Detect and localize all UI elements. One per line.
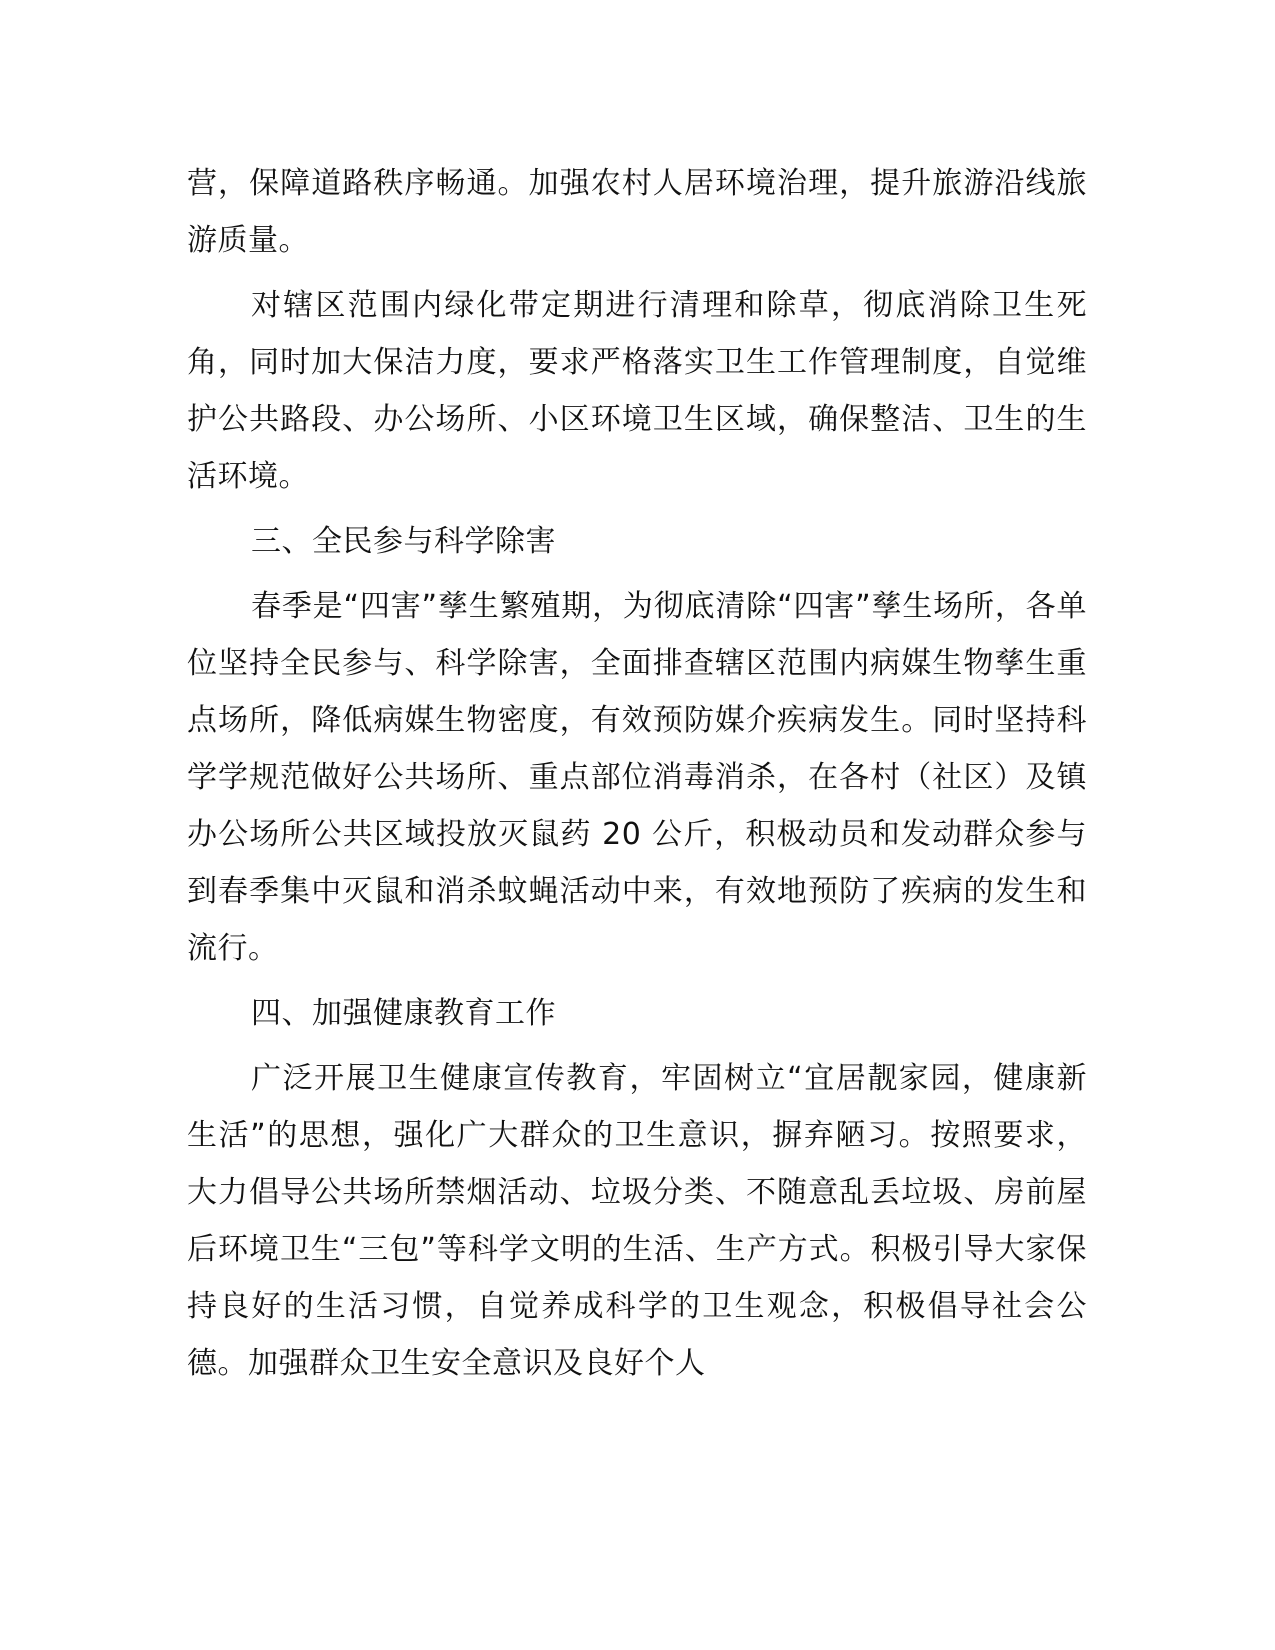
paragraph-road-order: 营，保障道路秩序畅通。加强农村人居环境治理，提升旅游沿线旅游质量。 [187, 166, 1087, 258]
paragraph-greenbelt-cleaning: 对辖区范围内绿化带定期进行清理和除草，彻底消除卫生死角，同时加大保洁力度，要求严格落实卫生工作管理制度，自觉维护公共路段、办公场所、小区环境卫生区域，确保整洁、卫生的生活环境。 [187, 288, 1087, 494]
section-heading-pest-control: 三、全民参与科学除害 [251, 524, 556, 559]
document-body [187, 155, 1087, 1400]
paragraph-health-education: 广泛开展卫生健康宣传教育，牢固树立“宜居靓家园，健康新生活”的思想，强化广大群众的卫生意识，摒弃陋习。按照要求，大力倡导公共场所禁烟活动、垃圾分类、不随意乱丢垃圾、房前屋后环境卫生“三包”等科学文明的生活、生产方式。积极引导大家保持良好的生活习惯，自觉养成科学的卫生观念，积极倡导社会公德。加强群众卫生安全意识及良好个人 [187, 1061, 1087, 1381]
section-heading-health-education: 四、加强健康教育工作 [251, 996, 556, 1031]
paragraph-pest-control: 春季是“四害”孳生繁殖期，为彻底清除“四害”孳生场所，各单位坚持全民参与、科学除害，全面排查辖区范围内病媒生物孳生重点场所，降低病媒生物密度，有效预防媒介疾病发生。同时坚持科学学规范做好公共场所、重点部位消毒消杀，在各村（社区）及镇办公场所公共区域投放灭鼠药 20 公斤，积极动员和发动群众参与到春季集中灭鼠和消杀蚊蝇活动中来，有效地预防了疾病的发生和流行。 [187, 589, 1087, 966]
